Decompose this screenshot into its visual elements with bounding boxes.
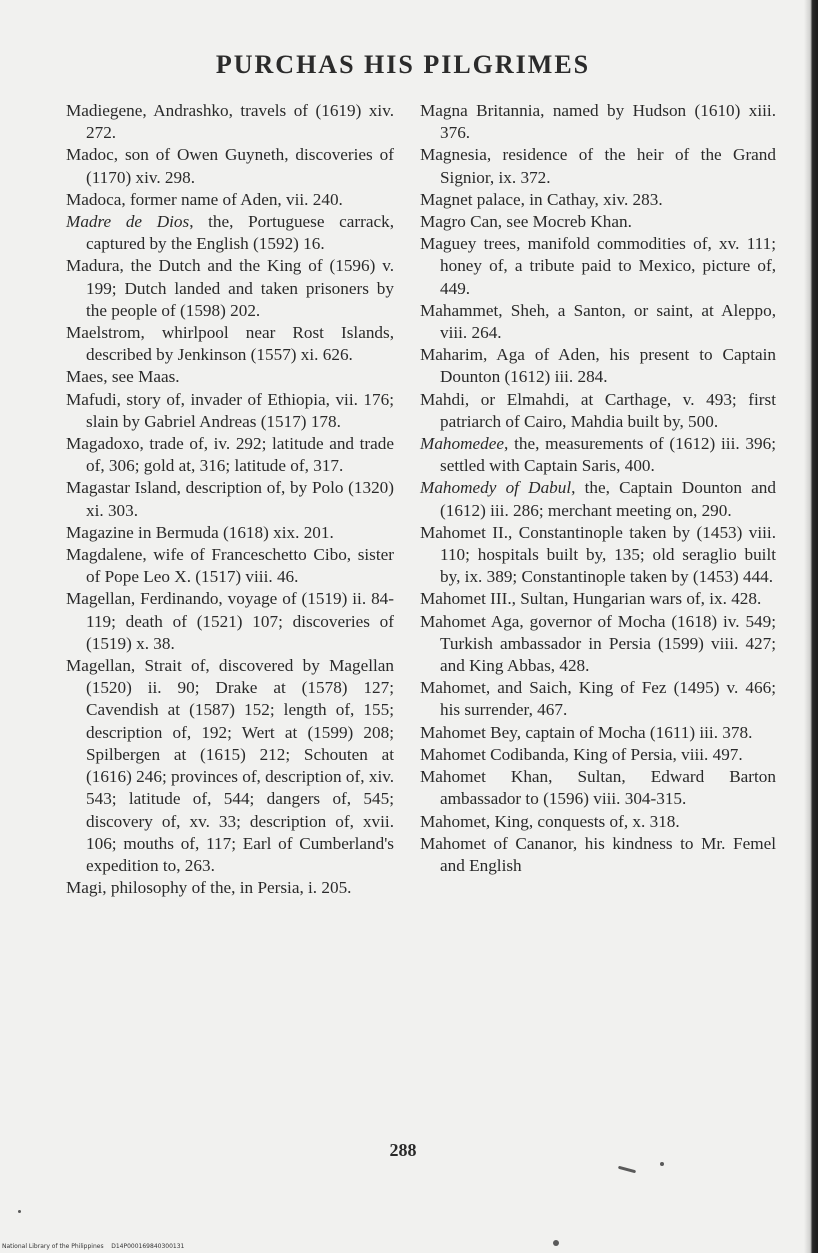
index-entry: Mahomet of Cananor, his kindness to Mr. Femel and English	[420, 833, 776, 875]
index-entry: Madura, the Dutch and the King of (1596) v. 199; Dutch landed and taken prisoners by the people of (1598) 202.	[66, 256, 394, 320]
index-entry: Mahammet, Sheh, a Santon, or saint, at Aleppo, viii. 264.	[420, 300, 776, 343]
index-entry: Mahomet, and Saich, King of Fez (1495) v. 466; his surrender, 467.	[420, 678, 776, 720]
index-entry: Maelstrom, whirlpool near Rost Islands, described by Jenkinson (1557) xi. 626.	[66, 323, 394, 365]
index-entry: Madre de Dios, the, Portuguese carrack, captured by the English (1592) 16.	[66, 212, 394, 254]
page-number: 288	[389, 1140, 417, 1160]
index-entry: Maes, see Maas.	[66, 367, 180, 387]
index-entry: Mahomet Bey, captain of Mocha (1611) iii. 378.	[420, 722, 753, 742]
ink-speck	[618, 1166, 636, 1174]
index-entry: Madoc, son of Owen Guyneth, discoveries of (1170) xiv. 298.	[66, 145, 394, 187]
index-entry: Mafudi, story of, invader of Ethiopia, vii. 176; slain by Gabriel Andreas (1517) 178.	[66, 389, 394, 431]
ink-speck	[553, 1240, 559, 1246]
index-entry: Magi, philosophy of the, in Persia, i. 205.	[66, 878, 352, 898]
index-entry: Mahdi, or Elmahdi, at Carthage, v. 493; first patriarch of Cairo, Mahdia built by, 500.	[420, 389, 776, 431]
footer-identifier: D14P000169840300131	[111, 1243, 185, 1250]
footer-library: National Library of the Philippines	[2, 1243, 104, 1250]
index-entry: Magdalene, wife of Franceschetto Cibo, sister of Pope Leo X. (1517) viii. 46.	[66, 545, 394, 587]
ship-name: Madre de Dios	[66, 212, 190, 232]
index-entry: Mahomet Khan, Sultan, Edward Barton ambassador to (1596) viii. 304-315.	[420, 767, 776, 809]
index-entry: Magnet palace, in Cathay, xiv. 283.	[420, 189, 663, 209]
index-entry: Magnesia, residence of the heir of the Grand Signior, ix. 372.	[420, 145, 776, 187]
page-title: PURCHAS HIS PILGRIMES	[215, 50, 591, 79]
index-entry: Mahomet Codibanda, King of Persia, viii. 497.	[420, 744, 743, 764]
index-entry: Mahomet III., Sultan, Hungarian wars of, ix. 428.	[420, 589, 762, 609]
index-entry: Magazine in Bermuda (1618) xix. 201.	[66, 522, 334, 542]
index-entry: Magadoxo, trade of, iv. 292; latitude and trade of, 306; gold at, 316; latitude of, 317.	[66, 434, 394, 476]
index-entry: Magastar Island, description of, by Polo (1320) xi. 303.	[66, 478, 394, 520]
index-entry: Mahomedee, the, measurements of (1612) iii. 396; settled with Captain Saris, 400.	[420, 434, 776, 476]
index-column-left	[66, 100, 394, 899]
index-entry: Magellan, Strait of, discovered by Magellan (1520) ii. 90; Drake at (1578) 127; Cavendish at (1587) 152; length of, 155; description of, 192; Wert at (1599) 208; Spilbergen at (1615) 212; Schouten at (1616) 246; provinces of, description of, xiv. 543; latitude of, 544; dangers of, 545; discovery of, xv. 33; description of, xvii. 106; mouths of, 117; Earl of Cumberland's expedition to, 263.	[66, 656, 394, 875]
index-entry: Maguey trees, manifold commodities of, xv. 111; honey of, a tribute paid to Mexico, picture of, 449.	[420, 234, 776, 298]
ink-speck	[660, 1162, 664, 1166]
ship-name: Mahomedy of Dabul	[420, 478, 572, 498]
index-entry: Madiegene, Andrashko, travels of (1619) xiv. 272.	[66, 101, 394, 143]
index-entry: Magellan, Ferdinando, voyage of (1519) ii. 84-119; death of (1521) 107; discoveries of (1519) x. 38.	[66, 589, 394, 653]
index-column-right	[420, 100, 776, 877]
scan-footer	[2, 1243, 184, 1250]
page-edge-shadow	[804, 0, 818, 1253]
index-entry: Mahomet II., Constantinople taken by (1453) viii. 110; hospitals built by, 135; old seraglio built by, ix. 389; Constantinople taken by (1453) 444.	[420, 522, 776, 587]
index-entry: Magro Can, see Mocreb Khan.	[420, 212, 632, 232]
index-entry: Madoca, former name of Aden, vii. 240.	[66, 189, 343, 209]
ink-speck	[18, 1210, 21, 1213]
index-entry: Maharim, Aga of Aden, his present to Captain Dounton (1612) iii. 284.	[420, 345, 776, 387]
index-entry: Mahomedy of Dabul, the, Captain Dounton and (1612) iii. 286; merchant meeting on, 290.	[420, 478, 776, 520]
index-entry: Magna Britannia, named by Hudson (1610) xiii. 376.	[420, 101, 776, 143]
index-entry: Mahomet, King, conquests of, x. 318.	[420, 811, 680, 831]
ship-name: Mahomedee	[420, 434, 504, 454]
index-entry: Mahomet Aga, governor of Mocha (1618) iv. 549; Turkish ambassador in Persia (1599) viii. 427; and King Abbas, 428.	[420, 611, 776, 676]
